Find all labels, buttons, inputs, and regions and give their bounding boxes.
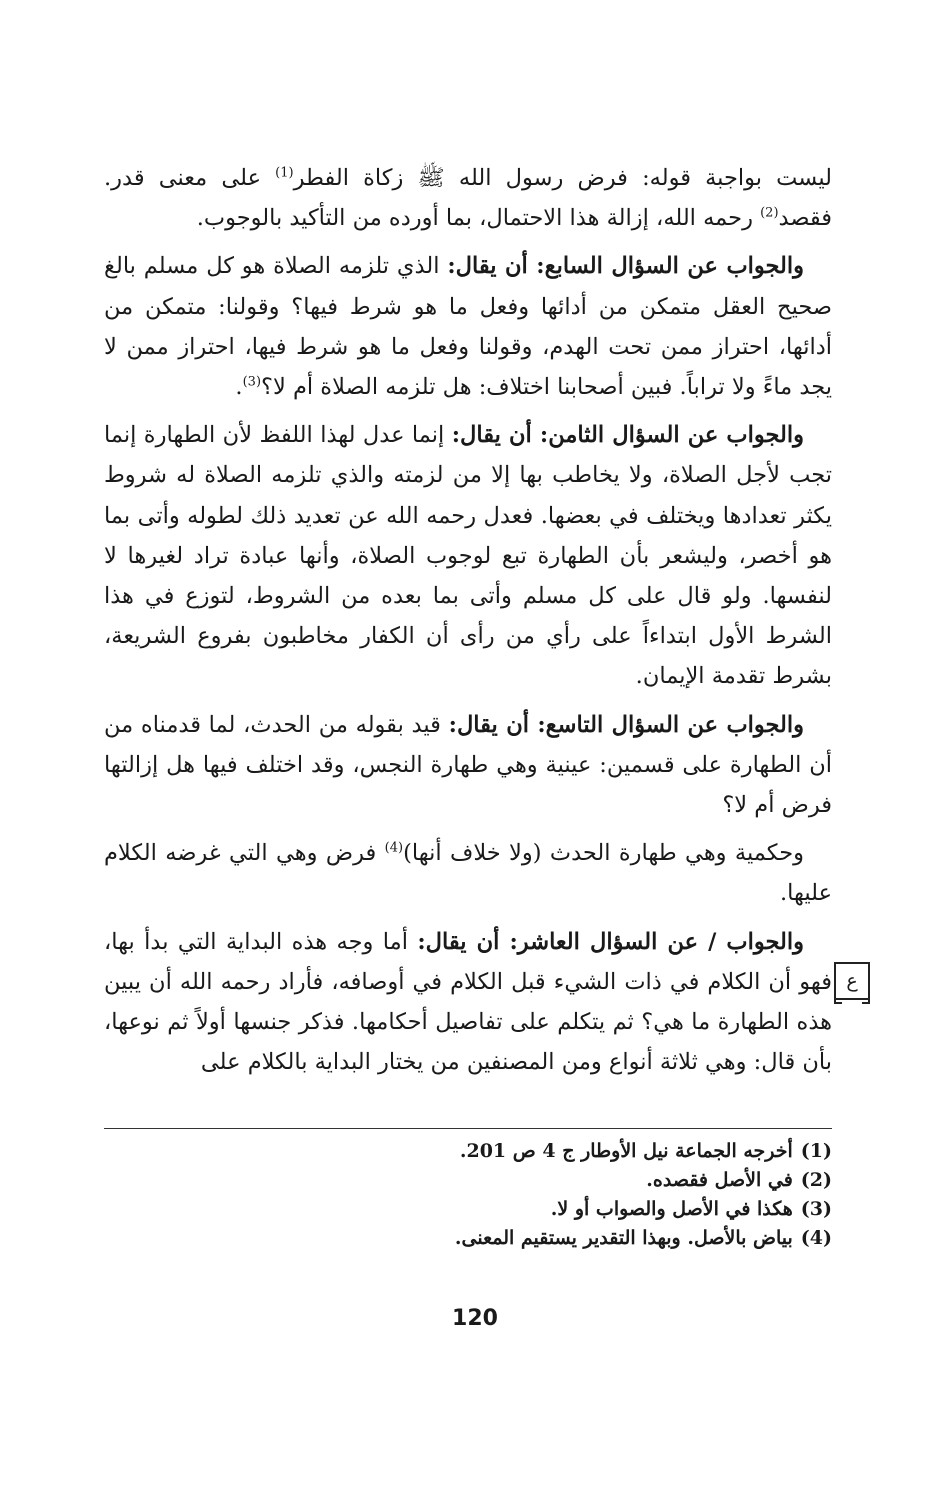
footnote-ref-4[interactable]: (4) [384,840,404,856]
paragraph-answer-8: والجواب عن السؤال الثامن: أن يقال: إنما عدل لهذا اللفظ لأن الطهارة إنما تجب لأجل الصلاة، ولا يخاطب بها إلا من لزمته والذي تلزمه الصلاة له شروط يكثر تعدادها ويختلف في بعضها. فعدل رحمه الله عن تعديد ذلك لطوله وأتى بما هو أخصر، وليشعر بأن الطهارة تبع لوجوب الصلاة، وأنها عبادة تراد لغيرها لا لنفسها. ولو قال على كل مسلم وأتى بما بعده من الشروط، لتوزع في هذا الشرط الأول ابتداءاً على رأي من رأى أن الكفار مخاطبون بفروع الشريعة، بشرط تقدمة الإيمان. [104,422,832,690]
answer-heading: والجواب عن السؤال التاسع: أن يقال: [448,711,804,738]
footnote-ref-1[interactable]: (1) [275,165,294,181]
answer-heading: والجواب عن السؤال الثامن: أن يقال: [451,422,804,449]
footnote-4 [104,1224,832,1253]
footnotes [104,1137,832,1253]
page-number: 120 [452,1306,498,1331]
footnote-text: بياض بالأصل. وبهذا التقدير يستقيم المعنى. [454,1227,793,1249]
main-text [104,158,832,1090]
footnote-ref-2[interactable]: (2) [760,205,779,221]
footnote-number: (2) [800,1169,832,1191]
footnote-number: (4) [800,1227,832,1249]
answer-heading: والجواب عن السؤال السابع: أن يقال: [447,253,804,280]
footnote-separator [104,1128,832,1129]
footnote-ref-3[interactable]: (3) [242,374,262,390]
paragraph-answer-9: والجواب عن السؤال التاسع: أن يقال: قيد بقوله من الحدث، لما قدمناه من أن الطهارة على قسمين: عينية وهي طهارة النجس، وقد اختلف فيها هل إزالتها فرض أم لا؟ [104,711,832,819]
paragraph-answer-10: والجواب / عن السؤال العاشر: أن يقال: أما وجه هذه البداية التي بدأ بها، فهو أن الكلام في ذات الشيء قبل الكلام في أوصافه، فأراد رحمه الله أن يبين هذه الطهارة ما هي؟ ثم يتكلم على تفاصيل أحكامها. فذكر جنسها أولاً ثم نوعها، بأن قال: وهي ثلاثة أنواع ومن المصنفين من يختار البداية بالكلام على [104,928,832,1076]
footnote-2 [104,1166,832,1195]
paragraph-continuation: وحكمية وهي طهارة الحدث (ولا خلاف أنها)$^{(4)}$ فرض وهي التي غرضه الكلام عليها. [104,840,832,907]
footnote-1 [104,1137,832,1166]
footnote-number: (1) [800,1140,832,1162]
paragraph-answer-7: والجواب عن السؤال السابع: أن يقال: الذي تلزمه الصلاة هو كل مسلم بالغ صحيح العقل متمكن من أدائها وفعل ما هو شرط فيها؟ وقولنا: متمكن من أدائها، احتراز ممن تحت الهدم، وقولنا وفعل ما هو شرط فيها، احتراز ممن لا يجد ماءً ولا تراباً. فبين أصحابنا اختلاف: هل تلزمه الصلاة أم لا؟$^{(3)}$. [104,253,832,401]
margin-manuscript-marker: ع [834,962,870,1000]
footnote-3 [104,1195,832,1224]
footnote-text: في الأصل فقصده. [646,1169,793,1191]
answer-heading: والجواب / عن السؤال العاشر: أن يقال: [417,928,804,955]
footnote-text: أخرجه الجماعة نيل الأوطار ج 4 ص 201. [459,1140,793,1162]
paragraph-1: ليست بواجبة قوله: فرض رسول الله ﷺ زكاة الفطر$^{(1)}$ على معنى قدر. فقصد$^{(2)}$ رحمه الله، إزالة هذا الاحتمال، بما أورده من التأكيد بالوجوب. [104,165,832,232]
footnote-text: هكذا في الأصل والصواب أو لا. [550,1198,793,1220]
footnote-number: (3) [800,1198,832,1220]
